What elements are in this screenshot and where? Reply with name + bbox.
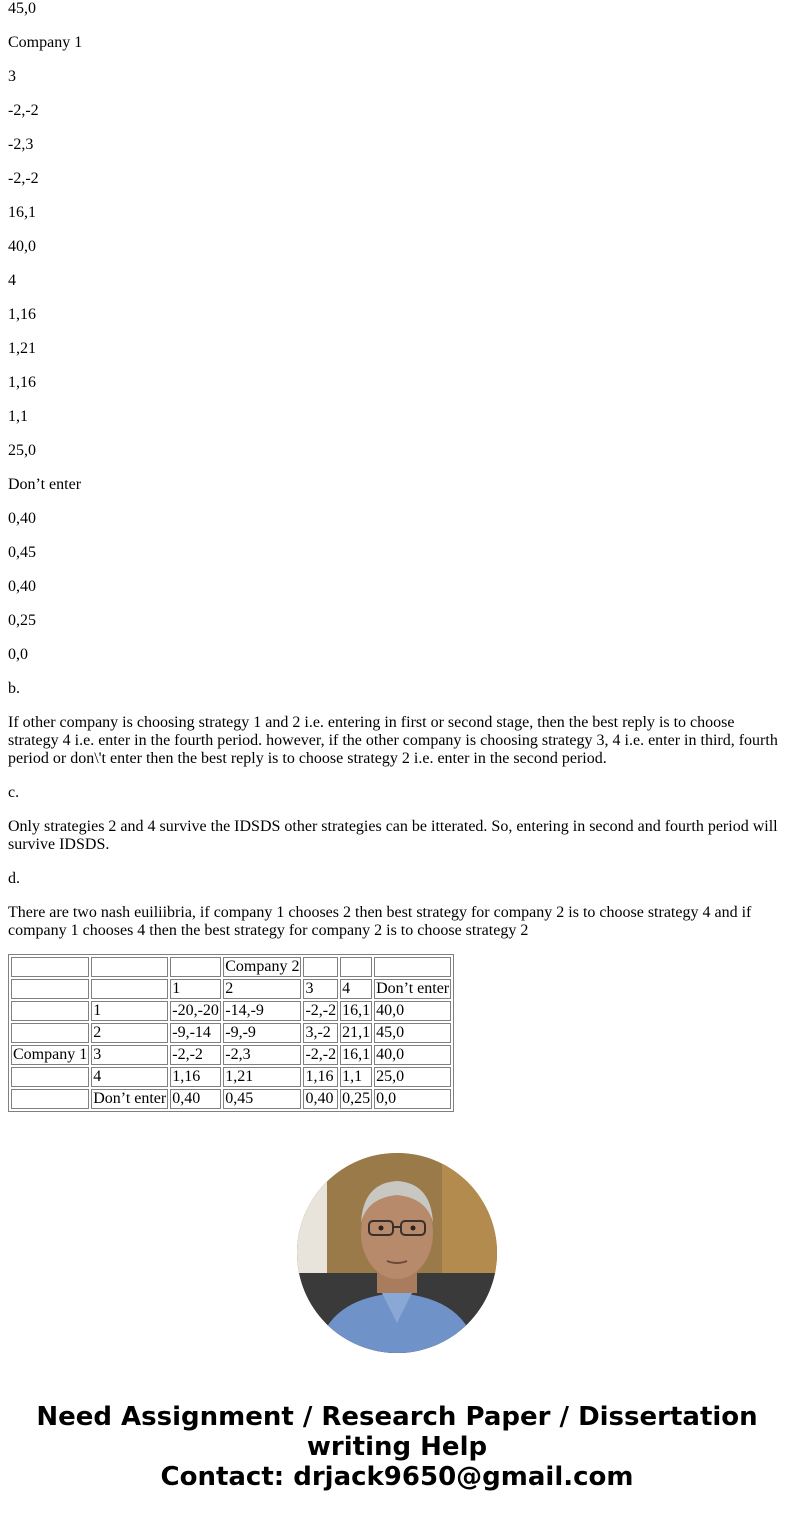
table-row — [11, 957, 451, 977]
table-cell: Don’t enter — [376, 980, 450, 997]
table-cell: -9,-9 — [223, 1023, 301, 1043]
table-cell: 0,0 — [374, 1089, 451, 1109]
table-row — [11, 1001, 451, 1021]
table-cell: -9,-14 — [170, 1023, 221, 1043]
text-line: -2,-2 — [8, 102, 39, 119]
table-cell: 3 — [303, 979, 338, 999]
text-line: 45,0 — [8, 0, 36, 17]
text-line: -2,-2 — [8, 170, 39, 187]
text-line: 16,1 — [8, 204, 36, 221]
text-line: 0,40 — [8, 578, 36, 595]
table-cell: 0,25 — [342, 1090, 371, 1107]
document-body — [8, 0, 786, 1112]
table-cell: 4 — [340, 979, 372, 999]
text-line: 1,16 — [8, 306, 36, 323]
table-cell — [303, 957, 338, 977]
table-cell — [91, 979, 168, 999]
table-cell: 40,0 — [374, 1045, 451, 1065]
text-line: 1,16 — [8, 374, 36, 391]
payoff-table — [8, 954, 454, 1112]
text-line: 4 — [8, 272, 16, 289]
footer-contact: Contact: drjack9650@gmail.com — [160, 1462, 634, 1492]
table-cell — [11, 1023, 89, 1043]
table-cell: 0,40 — [303, 1089, 338, 1109]
table-cell: 16,1 — [342, 1046, 371, 1063]
section-text: Only strategies 2 and 4 survive the IDSDS other strategies can be itterated. So, entering in second and fourth period will survive IDSDS. — [8, 818, 778, 853]
table-cell: 1,16 — [170, 1067, 221, 1087]
table-cell — [340, 957, 372, 977]
avatar — [297, 1153, 497, 1353]
table-cell: Company 1 — [13, 1046, 88, 1063]
table-cell: 1,16 — [303, 1067, 338, 1087]
table-cell: 1,1 — [340, 1067, 372, 1087]
table-cell: -14,-9 — [223, 1001, 301, 1021]
text-line: Don’t enter — [8, 476, 82, 493]
table-cell: 45,0 — [374, 1023, 451, 1043]
table-row — [11, 1045, 451, 1065]
section-label: d. — [8, 870, 20, 887]
table-cell — [11, 1067, 89, 1087]
table-row — [11, 1089, 451, 1109]
table-cell: -2,-2 — [170, 1045, 221, 1065]
table-cell — [11, 1089, 89, 1109]
section-text: If other company is choosing strategy 1 and 2 i.e. entering in first or second stage, then the best reply is to choose strategy 4 i.e. enter in the fourth period. however, if the other company is choosing strategy 3, 4 i.e. enter in third, fourth period or don\'t enter then the best reply is to choose strategy 2 i.e. enter in the second period. — [8, 714, 778, 767]
table-cell — [91, 957, 168, 977]
table-cell: 16,1 — [342, 1002, 371, 1019]
footer-line-1: Need Assignment / Research Paper / Dissertation — [36, 1402, 758, 1432]
table-cell — [374, 957, 451, 977]
payoff-lines — [8, 0, 786, 664]
text-line: 0,0 — [8, 646, 28, 663]
table-cell: 0,45 — [223, 1089, 301, 1109]
table-row — [11, 1067, 451, 1087]
text-line: 25,0 — [8, 442, 36, 459]
table-cell: -20,-20 — [170, 1001, 221, 1021]
table-cell: 25,0 — [374, 1067, 451, 1087]
table-cell: 3,-2 — [303, 1023, 338, 1043]
table-cell: 2 — [223, 979, 301, 999]
portrait-photo — [297, 1153, 497, 1353]
table-cell: 4 — [91, 1067, 168, 1087]
table-cell: 1,21 — [223, 1067, 301, 1087]
text-line: 3 — [8, 68, 16, 85]
footer-banner — [0, 1402, 794, 1492]
table-cell — [11, 979, 89, 999]
table-cell — [170, 957, 221, 977]
table-cell: -2,-2 — [305, 1046, 337, 1063]
table-cell: -2,3 — [223, 1045, 301, 1065]
table-cell: -2,-2 — [305, 1002, 337, 1019]
text-line: Company 1 — [8, 34, 83, 51]
text-line: -2,3 — [8, 136, 34, 153]
text-line: 40,0 — [8, 238, 36, 255]
table-cell — [11, 1001, 89, 1021]
table-cell: 40,0 — [374, 1001, 451, 1021]
table-cell: 1 — [170, 979, 221, 999]
table-row — [11, 979, 451, 999]
table-cell: Company 2 — [225, 958, 300, 975]
section-text: There are two nash euiliibria, if company 1 chooses 2 then best strategy for company 2 is to choose strategy 4 and if company 1 chooses 4 then the best strategy for company 2 is to choose strategy 2 — [8, 904, 752, 939]
table-cell: 0,40 — [170, 1089, 221, 1109]
section-label: c. — [8, 784, 20, 801]
table-cell: 2 — [91, 1023, 168, 1043]
table-cell: 21,1 — [342, 1024, 371, 1041]
text-line: 0,25 — [8, 612, 36, 629]
table-cell: Don’t enter — [93, 1090, 167, 1107]
table-cell: 1 — [91, 1001, 168, 1021]
footer-line-2: writing Help — [306, 1432, 488, 1462]
table-cell — [11, 957, 89, 977]
section-label: b. — [8, 680, 20, 697]
text-line: 0,45 — [8, 544, 36, 561]
text-line: 1,21 — [8, 340, 36, 357]
table-cell: 3 — [91, 1045, 168, 1065]
answer-sections — [8, 680, 786, 940]
text-line: 1,1 — [8, 408, 28, 425]
text-line: 0,40 — [8, 510, 36, 527]
table-row — [11, 1023, 451, 1043]
